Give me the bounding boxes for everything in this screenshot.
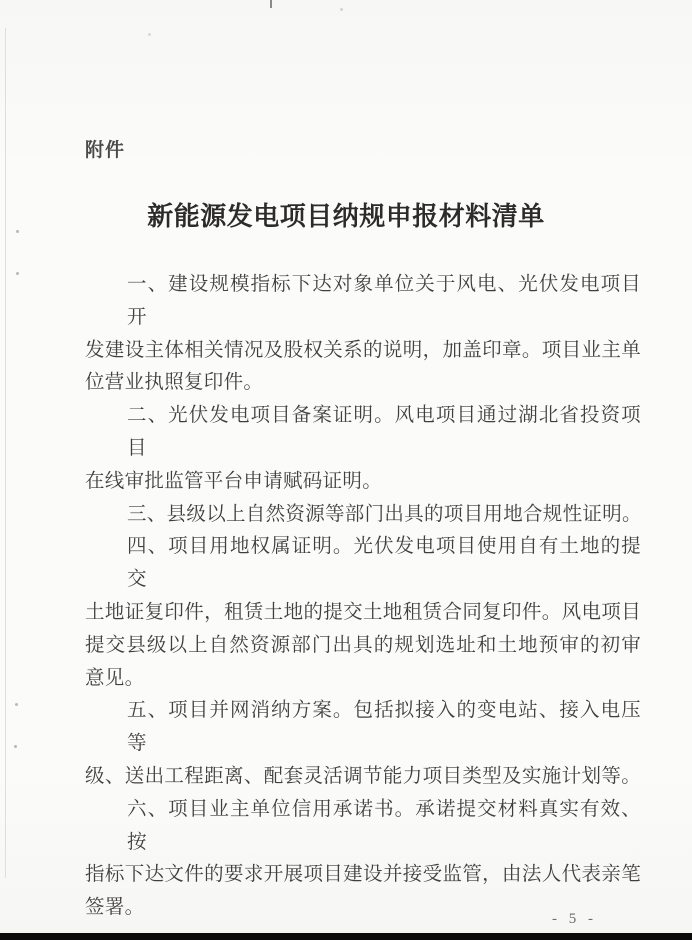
body-line: 发建设主体相关情况及股权关系的说明，加盖印章。项目业主单	[85, 339, 641, 361]
attachment-label: 附件	[85, 140, 126, 161]
scan-artifact-bottom-band	[0, 933, 692, 940]
body-line: 位营业执照复印件。	[85, 372, 264, 394]
body-line: 五、项目并网消纳方案。包括拟接入的变电站、接入电压等	[127, 700, 641, 755]
scan-artifact-top-tick	[270, 0, 272, 8]
scan-speck	[15, 703, 18, 706]
scan-speck	[148, 33, 151, 36]
body-line: 土地证复印件，租赁土地的提交土地租赁合同复印件。风电项目	[85, 601, 641, 623]
body-line: 四、项目用地权属证明。光伏发电项目使用自有土地的提交	[127, 536, 641, 591]
body-line: 提交县级以上自然资源部门出具的规划选址和土地预审的初审	[85, 634, 641, 656]
body-line: 意见。	[85, 667, 145, 689]
scan-artifact-left-line	[5, 28, 6, 878]
body-line: 在线审批监管平台申请赋码证明。	[85, 470, 383, 492]
document-body	[85, 269, 641, 925]
scan-speck	[340, 8, 343, 11]
body-line: 三、县级以上自然资源等部门出具的项目用地合规性证明。	[127, 503, 642, 525]
document-title: 新能源发电项目纳规申报材料清单	[147, 202, 545, 231]
body-line: 级、送出工程距离、配套灵活调节能力项目类型及实施计划等。	[85, 765, 641, 787]
body-line: 六、项目业主单位信用承诺书。承诺提交材料真实有效、按	[127, 798, 641, 853]
body-line: 指标下达文件的要求开展项目建设并接受监管，由法人代表亲笔	[85, 864, 641, 886]
body-line: 签署。	[85, 897, 145, 919]
scan-speck	[16, 272, 19, 275]
scan-speck	[14, 745, 17, 748]
body-line: 二、光伏发电项目备案证明。风电项目通过湖北省投资项目	[127, 405, 641, 459]
body-line: 一、建设规模指标下达对象单位关于风电、光伏发电项目开	[127, 274, 641, 328]
page-number: - 5 -	[552, 911, 597, 927]
